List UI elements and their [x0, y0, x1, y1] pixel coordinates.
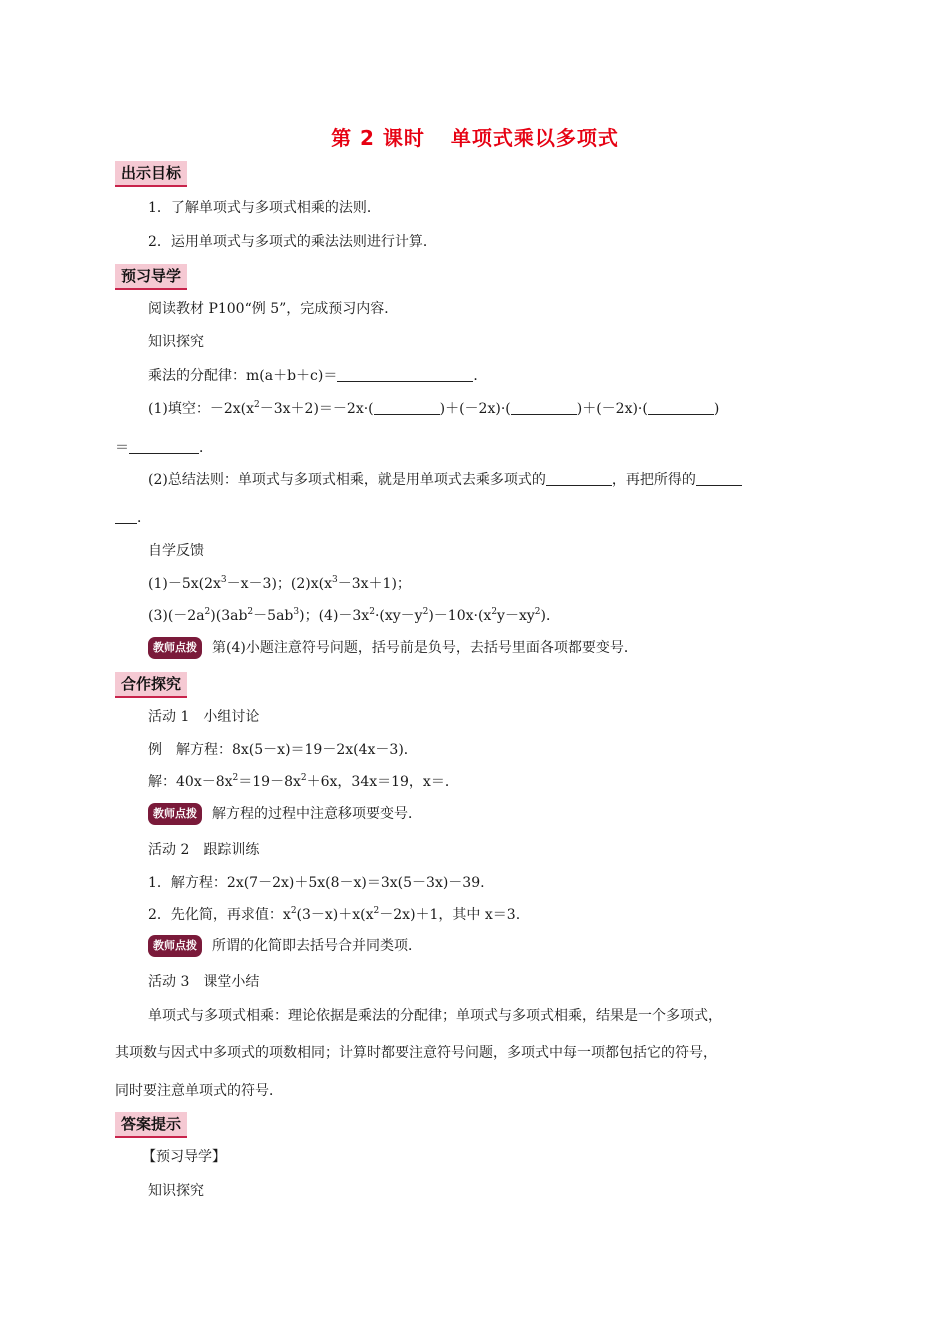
preview-explore-heading: 知识探究 — [148, 334, 204, 350]
fb2d: )；(4)－3x — [299, 608, 370, 624]
goal-item-2: 2．运用单项式与多项式的乘法法则进行计算． — [148, 234, 437, 250]
exercise-2: 2．先化简，再求值：$x^2(3-x)+x(x^2-2x)+1$，其中 x＝3. — [148, 906, 521, 923]
feedback-line-2: $(3)(-2a^2)(3ab^2-5ab^3)$；$(4)-3x^2\cdot(xy-y^2)-10x\cdot(x^2y-xy^2)$． — [148, 607, 560, 624]
ex2c: －2x)＋1，其中 x＝3. — [379, 907, 521, 923]
summary-line-2: 其项数与因式中多项式的项数相同；计算时都要注意符号问题，多项式中每一项都包括它的符号， — [115, 1045, 717, 1061]
q1-rest: －3x＋2)＝－2x·( — [259, 401, 374, 417]
ex2b: (3－x)＋x(x — [296, 907, 374, 923]
title-topic: 单项式乘以多项式 — [450, 126, 619, 150]
fb2g: y－xy — [497, 608, 535, 624]
fb1c: －3x＋1)； — [337, 576, 411, 592]
title-lesson: 第 2 课时 — [331, 126, 425, 150]
distributive-law-line: 乘法的分配律：m(a＋b＋c)＝ ． — [148, 368, 488, 384]
answer-blank[interactable] — [546, 471, 612, 486]
fb1a: (1)－5x(2x — [148, 576, 221, 592]
teacher-tip-badge: 教师点拨 — [148, 935, 202, 957]
teacher-tip-badge: 教师点拨 — [148, 803, 202, 825]
answers-explore-heading: 知识探究 — [148, 1183, 204, 1199]
teacher-tip-1 — [148, 637, 638, 659]
fb2f: )－10x·(x — [428, 608, 492, 624]
preview-read: 阅读教材 P100“例 5”，完成预习内容． — [148, 301, 399, 317]
question-1-result-line: ＝ ． — [115, 440, 213, 456]
question-2-line — [148, 470, 742, 490]
q2-mid: ，再把所得的 — [611, 472, 696, 488]
section-answers-badge: 答案提示 — [115, 1112, 187, 1138]
q1-mid2: )＋(－2x)·( — [576, 401, 648, 417]
q2-text: (2)总结法则：单项式与多项式相乘，就是用单项式去乘多项式的 — [148, 472, 546, 488]
q1-end: ) — [713, 401, 720, 417]
answer-blank[interactable] — [648, 400, 714, 415]
example-line: 例 解方程：8x(5－x)＝19－2x(4x－3)． — [148, 742, 418, 758]
sol-a: 解：40x－8x — [148, 774, 233, 790]
fb2b: )(3ab — [210, 608, 248, 624]
solution-line: 解：$40x-8x^2=19-8x^2+6x$，34x＝19，x＝． — [148, 773, 459, 790]
section-coop-badge: 合作探究 — [115, 672, 187, 698]
q1-mid1: )＋(－2x)·( — [439, 401, 511, 417]
answer-blank[interactable] — [696, 471, 742, 486]
answer-blank[interactable] — [511, 400, 577, 415]
answer-blank[interactable] — [337, 367, 473, 382]
fb2a: (3)(－2a — [148, 608, 205, 624]
distributive-text: 乘法的分配律：m(a＋b＋c)＝ — [148, 368, 338, 384]
feedback-heading: 自学反馈 — [148, 543, 204, 559]
feedback-line-1: $(1)-5x(2x^3-x-3)$；$(2)x(x^3-3x+1)$； — [148, 575, 411, 592]
fb2c: －5ab — [253, 608, 294, 624]
exercise-1: 1．解方程：2x(7－2x)＋5x(8－x)＝3x(5－3x)－39. — [148, 875, 485, 891]
tip-3-text: 所谓的化简即去括号合并同类项． — [212, 938, 422, 954]
activity-3-heading: 活动 3 课堂小结 — [148, 974, 260, 990]
page-title — [0, 122, 950, 151]
fb2e: ·(xy－y — [374, 608, 423, 624]
tip-2-text: 解方程的过程中注意移项要变号． — [212, 806, 422, 822]
question-2-cont-line: ． — [115, 508, 151, 528]
activity-1-heading: 活动 1 小组讨论 — [148, 709, 260, 725]
fb1b: －x－3)；(2)x(x — [226, 576, 332, 592]
question-1-line: (1)填空：$-2x(x^2-3x+2)=-2x\cdot$( )＋(－2x)·( )＋(－2x)·( ) — [148, 400, 720, 417]
sol-b: ＝19－8x — [238, 774, 301, 790]
answer-blank[interactable] — [129, 439, 199, 454]
teacher-tip-3 — [148, 935, 422, 957]
summary-line-3: 同时要注意单项式的符号． — [115, 1083, 283, 1099]
q1-eq: ＝ — [115, 440, 129, 456]
answer-blank[interactable] — [374, 400, 440, 415]
tip-1-text: 第(4)小题注意符号问题，括号前是负号，去括号里面各项都要变号． — [212, 640, 638, 656]
sol-c: ＋6x，34x＝19，x＝． — [306, 774, 459, 790]
summary-line-1: 单项式与多项式相乘：理论依据是乘法的分配律；单项式与多项式相乘，结果是一个多项式， — [148, 1008, 722, 1024]
answer-blank[interactable] — [115, 509, 137, 524]
q1-label: (1)填空：－2x(x — [148, 401, 254, 417]
fb2h: )． — [540, 608, 560, 624]
section-goals-badge: 出示目标 — [115, 161, 187, 187]
teacher-tip-badge: 教师点拨 — [148, 637, 202, 659]
goal-item-1: 1．了解单项式与多项式相乘的法则． — [148, 200, 381, 216]
teacher-tip-2 — [148, 803, 422, 825]
ex2a: 2．先化简，再求值：x — [148, 907, 291, 923]
answers-preview-bracket: 【预习导学】 — [142, 1149, 226, 1165]
activity-2-heading: 活动 2 跟踪训练 — [148, 842, 260, 858]
section-preview-badge: 预习导学 — [115, 264, 187, 290]
